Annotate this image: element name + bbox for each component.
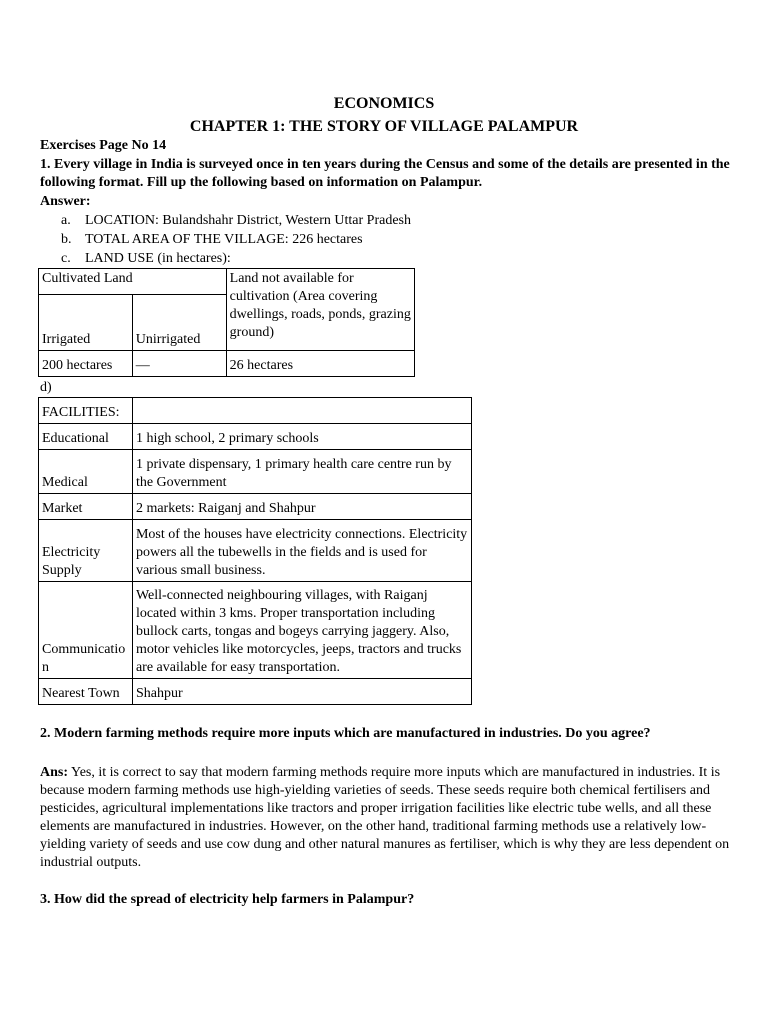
list-text: LAND USE (in hectares): [85,251,231,266]
table-row [39,494,472,520]
question-1: 1. Every village in India is surveyed once in ten years during the Census and some of the details are presented in the following format. Fill up the following based on information on Palampur. [40,157,730,190]
facility-label: Communication [39,582,133,679]
table-row [39,269,415,295]
irrigated-header: Irrigated [39,295,133,351]
ans-label: Ans: [40,765,69,780]
facility-value: 2 markets: Raiganj and Shahpur [132,494,471,520]
list-item-total-area [61,231,363,249]
list-marker: b. [61,232,72,247]
not-available-value: 26 hectares [226,351,414,377]
table-row [39,424,472,450]
question-2: 2. Modern farming methods require more inputs which are manufactured in industries. Do you agree? [40,726,651,741]
table-row [39,450,472,494]
facility-value: 1 high school, 2 primary schools [132,424,471,450]
facilities-table [38,397,472,705]
land-use-table [38,268,415,377]
list-marker: c. [61,251,71,266]
list-text: TOTAL AREA OF THE VILLAGE: 226 hectares [85,232,363,247]
table-row [39,582,472,679]
facility-value: Most of the houses have electricity connections. Electricity powers all the tubewells in the fields and is used for various small business. [132,520,471,582]
facilities-header-empty [132,398,471,424]
list-marker-d: d) [40,380,52,395]
ans-text: Yes, it is correct to say that modern farming methods require more inputs which are manufactured in industries. It is because modern farming methods use high-yielding varieties of seeds. These seeds require both chemical fertilisers and pesticides, agricultural implementations like tractors and proper irrigation facilities like electric tube wells, and all these elements are manufactured in industries. However, on the other hand, traditional farming methods use a relatively low-yielding variety of seeds and use cow dung and other natural manures as fertiliser, which is why they are less dependent on industrial outputs. [40,765,730,870]
subject-title: ECONOMICS [333,95,435,112]
table-row [39,398,472,424]
unirrigated-header: Unirrigated [132,295,226,351]
cultivated-land-header: Cultivated Land [39,269,227,295]
question-3: 3. How did the spread of electricity help farmers in Palampur? [40,892,415,907]
list-item-land-use [61,250,231,268]
facilities-header: FACILITIES: [39,398,133,424]
list-text: LOCATION: Bulandshahr District, Western Uttar Pradesh [85,213,411,228]
land-not-available-header: Land not available for cultivation (Area covering dwellings, roads, ponds, grazing ground) [226,269,414,351]
table-row [39,520,472,582]
answer-label: Answer: [40,194,91,209]
facility-label: Medical [39,450,133,494]
irrigated-value: 200 hectares [39,351,133,377]
list-marker: a. [61,213,71,228]
facility-value: 1 private dispensary, 1 primary health care centre run by the Government [132,450,471,494]
facility-value: Well-connected neighbouring villages, with Raiganj located within 3 kms. Proper transportation including bullock carts, tongas and bogeys carrying jaggery. Also, motor vehicles like motorcycles, jeeps, tractors and trucks are available for easy transportation. [132,582,471,679]
facility-value: Shahpur [132,679,471,705]
table-row [39,351,415,377]
facility-label: Electricity Supply [39,520,133,582]
facility-label: Nearest Town [39,679,133,705]
exercise-reference: Exercises Page No 14 [40,138,167,153]
table-row [39,679,472,705]
unirrigated-value: — [132,351,226,377]
answer-2-paragraph [40,764,730,872]
chapter-title: CHAPTER 1: THE STORY OF VILLAGE PALAMPUR [189,118,579,135]
facility-label: Educational [39,424,133,450]
list-item-location [61,212,411,230]
facility-label: Market [39,494,133,520]
